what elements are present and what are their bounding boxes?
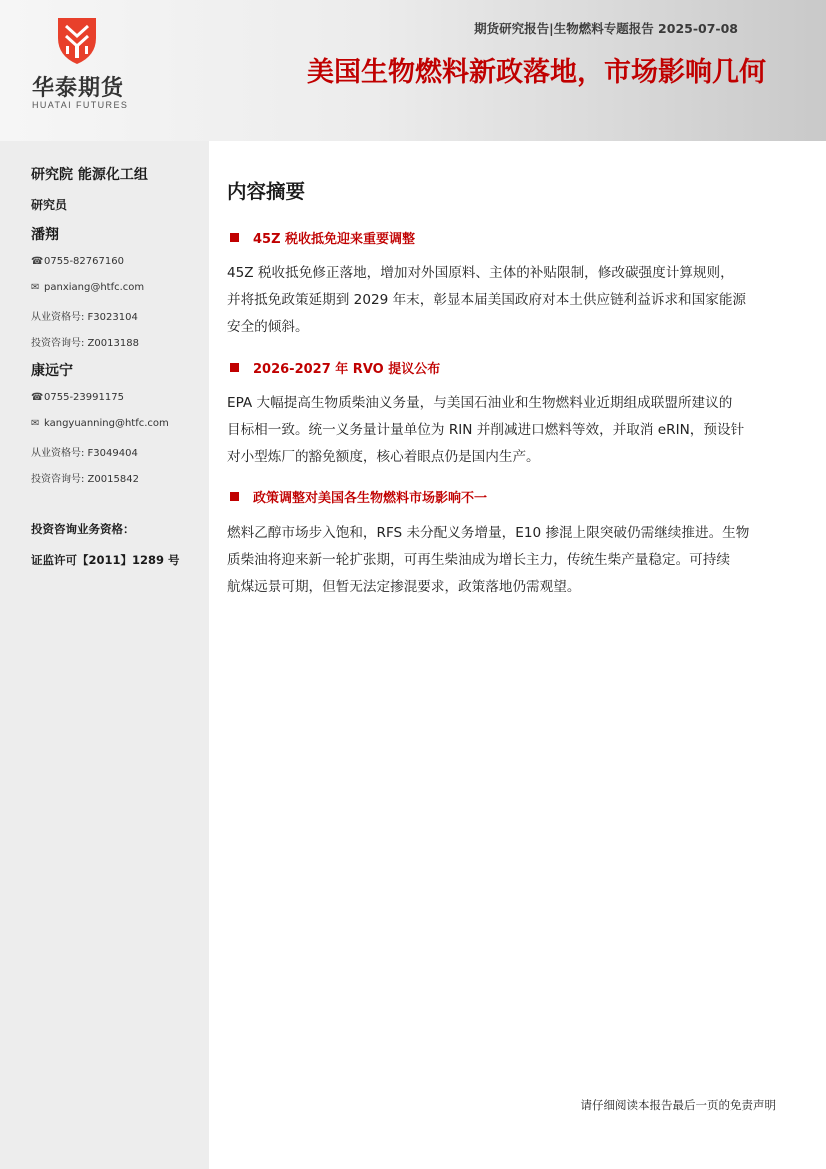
email-address: panxiang@htfc.com xyxy=(44,282,145,293)
analyst-phone xyxy=(31,392,124,403)
logo-text-en: HUATAI FUTURES xyxy=(32,100,129,110)
analyst-qualification: 从业资格号: F3023104 xyxy=(31,312,138,323)
section-heading xyxy=(230,487,487,506)
report-meta: 期货研究报告|生物燃料专题报告 2025-07-08 xyxy=(474,21,738,36)
disclaimer-note: 请仔细阅读本报告最后一页的免责声明 xyxy=(580,1098,776,1112)
analyst-phone xyxy=(31,256,124,267)
mail-icon: ✉ xyxy=(31,418,40,429)
analyst-name: 潘翔 xyxy=(31,227,59,243)
paragraph-line: 质柴油将迎来新一轮扩张期，可再生柴油成为增长主力，传统生柴产量稳定。可持续 xyxy=(227,552,730,568)
summary-heading: 内容摘要 xyxy=(227,180,306,203)
paragraph-line: 目标相一致。统一义务量计量单位为 RIN 并削减进口燃料等效，并取消 eRIN，预设针 xyxy=(227,422,745,438)
qualification-title: 投资咨询业务资格： xyxy=(31,522,135,536)
analyst-consult-id: 投资咨询号: Z0013188 xyxy=(31,338,139,349)
logo-text-cn: 华泰期货 xyxy=(32,76,125,101)
phone-icon: ☎ xyxy=(31,256,44,267)
sidebar xyxy=(0,141,209,1169)
analyst-email xyxy=(31,282,144,293)
department: 研究院 能源化工组 xyxy=(31,167,148,183)
paragraph-line: 燃料乙醇市场步入饱和，RFS 未分配义务增量，E10 掺混上限突破仍需继续推进。生物 xyxy=(227,525,750,541)
company-logo xyxy=(32,16,142,116)
bullet-square-icon xyxy=(230,492,239,501)
mail-icon: ✉ xyxy=(31,282,40,293)
section-heading xyxy=(230,228,415,247)
analyst-email xyxy=(31,418,169,429)
paragraph-line: 航煤远景可期，但暂无法定掺混要求，政策落地仍需观望。 xyxy=(227,579,581,595)
analyst-qualification: 从业资格号: F3049404 xyxy=(31,448,138,459)
phone-number: 0755-82767160 xyxy=(44,256,124,267)
phone-icon: ☎ xyxy=(31,392,44,403)
analyst-name: 康远宁 xyxy=(31,363,73,379)
report-title: 美国生物燃料新政落地，市场影响几何 xyxy=(307,57,766,88)
phone-number: 0755-23991175 xyxy=(44,392,124,403)
paragraph-line: 45Z 税收抵免修正落地，增加对外国原料、主体的补贴限制，修改碳强度计算规则， xyxy=(227,265,734,281)
section-paragraph xyxy=(227,260,782,341)
section-paragraph xyxy=(227,520,782,601)
section-heading xyxy=(230,358,440,377)
paragraph-line: EPA 大幅提高生物质柴油义务量，与美国石油业和生物燃料业近期组成联盟所建议的 xyxy=(227,395,733,411)
section-paragraph xyxy=(227,390,782,471)
researcher-label: 研究员 xyxy=(31,198,68,212)
email-address: kangyuanning@htfc.com xyxy=(44,418,169,429)
huatai-logo-icon xyxy=(54,16,100,66)
section-title: 2026-2027 年 RVO 提议公布 xyxy=(253,362,441,377)
analyst-consult-id: 投资咨询号: Z0015842 xyxy=(31,474,139,485)
report-header xyxy=(0,0,826,141)
section-title: 政策调整对美国各生物燃料市场影响不一 xyxy=(253,491,488,506)
paragraph-line: 并将抵免政策延期到 2029 年末，彰显本届美国政府对本土供应链利益诉求和国家能源 xyxy=(227,292,747,308)
paragraph-line: 安全的倾斜。 xyxy=(227,319,309,335)
paragraph-line: 对小型炼厂的豁免额度，核心着眼点仍是国内生产。 xyxy=(227,449,540,465)
bullet-square-icon xyxy=(230,233,239,242)
qualification-license: 证监许可【2011】1289 号 xyxy=(31,553,180,567)
section-title: 45Z 税收抵免迎来重要调整 xyxy=(253,232,416,247)
bullet-square-icon xyxy=(230,363,239,372)
